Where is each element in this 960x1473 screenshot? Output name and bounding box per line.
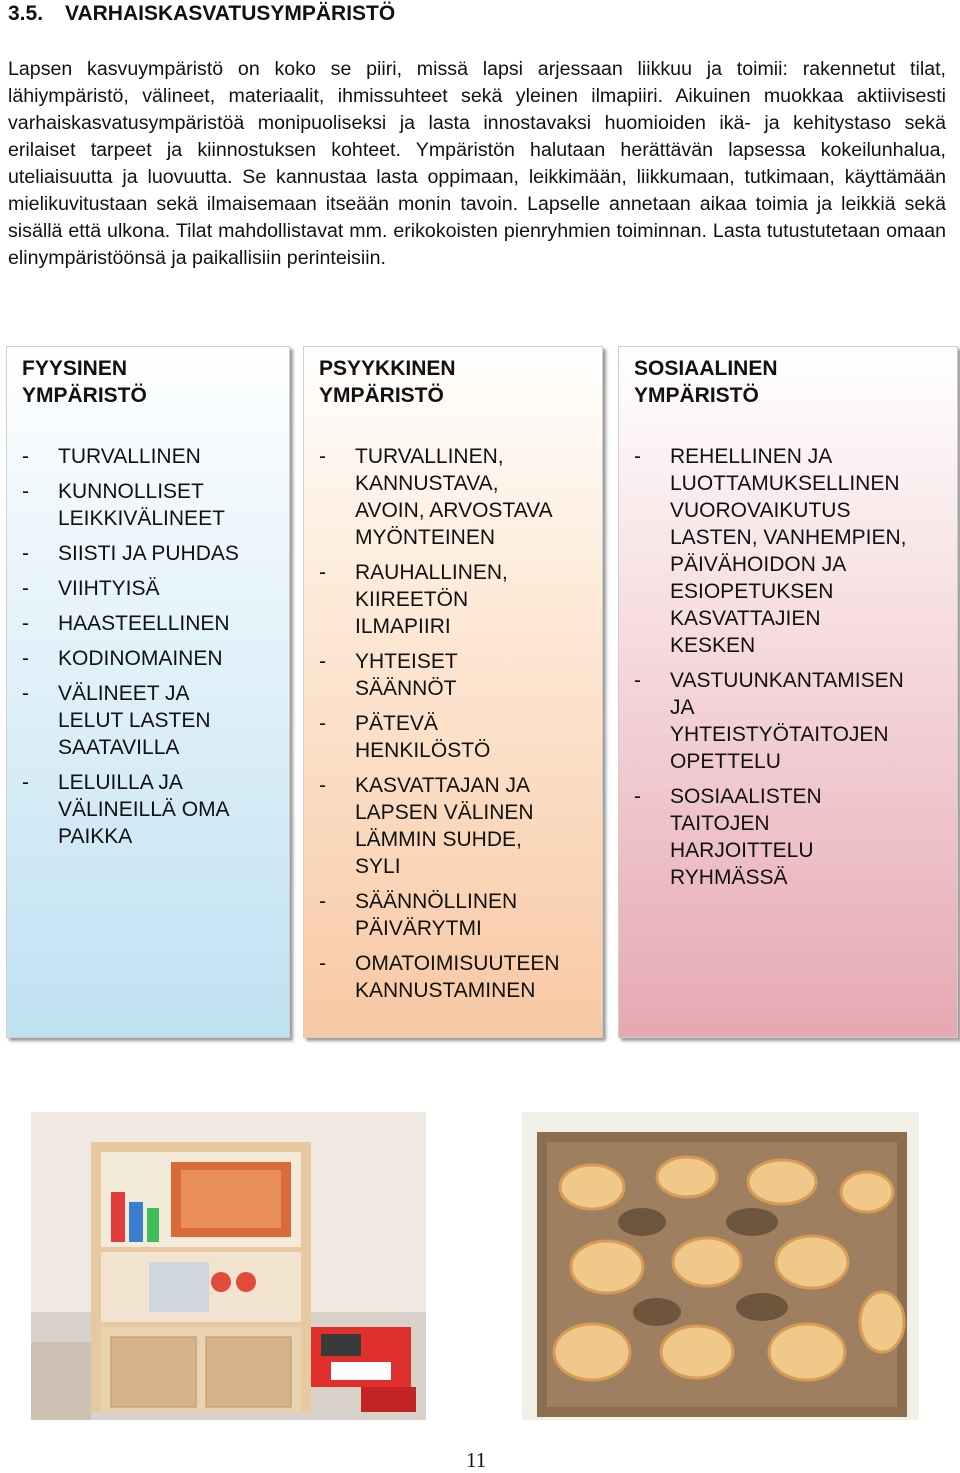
- bullet-dash: -: [22, 682, 29, 705]
- list-item-text: HAASTEELLINEN: [58, 612, 230, 635]
- section-heading: [8, 2, 395, 26]
- box-title: FYYSINEN YMPÄRISTÖ: [22, 357, 147, 407]
- bullet-dash: -: [319, 650, 326, 673]
- box-title: SOSIAALINEN YMPÄRISTÖ: [634, 357, 778, 407]
- social-environment-box: [618, 346, 958, 1038]
- list-item-text: LELUILLA JA VÄLINEILLÄ OMA PAIKKA: [58, 771, 230, 848]
- list-item-text: YHTEISET SÄÄNNÖT: [355, 650, 458, 700]
- toy-kitchen-illustration: [31, 1112, 426, 1420]
- bullet-dash: -: [22, 612, 29, 635]
- bullet-dash: -: [634, 445, 641, 468]
- bullet-dash: -: [22, 480, 29, 503]
- physical-environment-list: [22, 443, 239, 858]
- bullet-dash: -: [22, 647, 29, 670]
- list-item-text: PÄTEVÄ HENKILÖSTÖ: [355, 712, 491, 762]
- list-item-text: SOSIAALISTEN TAITOJEN HARJOITTELU RYHMÄSSÄ: [670, 785, 822, 889]
- list-item-text: VIIHTYISÄ: [58, 577, 160, 600]
- toy-kitchen-photo: [31, 1112, 426, 1420]
- social-environment-list: [634, 443, 907, 899]
- list-item-text: KUNNOLLISET LEIKKIVÄLINEET: [58, 480, 225, 530]
- bullet-dash: -: [319, 445, 326, 468]
- list-item-text: RAUHALLINEN, KIIREETÖN ILMAPIIRI: [355, 561, 508, 638]
- bullet-dash: -: [22, 445, 29, 468]
- list-item-text: TURVALLINEN: [58, 445, 201, 468]
- list-item: [319, 772, 560, 880]
- list-item: [22, 610, 239, 637]
- bullet-dash: -: [22, 542, 29, 565]
- list-item: [319, 559, 560, 640]
- box-title: PSYYKKINEN YMPÄRISTÖ: [319, 357, 456, 407]
- section-number: 3.5.: [8, 2, 44, 25]
- bullet-dash: -: [319, 890, 326, 913]
- list-item: [634, 443, 907, 659]
- bullet-dash: -: [319, 952, 326, 975]
- list-item-text: SÄÄNNÖLLINEN PÄIVÄRYTMI: [355, 890, 518, 940]
- intro-paragraph: Lapsen kasvuympäristö on koko se piiri, missä lapsi arjessaan liikkuu ja toimii: rakennetut tilat, lähiympäristö, välineet, materiaalit, ihmissuhteet sekä yleinen ilmapiiri. Aikuinen muokkaa aktiivisesti varhaiskasvatusympäristöä monipuoliseksi ja lasta innostavaksi huomioiden ikä- ja kehitystaso sekä erilaiset tarpeet ja kiinnostuksen kohteet. Ympäristön halutaan herättävän lapsessa kokeilunhalua, uteliaisuutta ja luovuutta. Se kannustaa lasta oppimaan, leikkimään, liikkumaan, tutkimaan, käyttämään mielikuvitustaan sekä ilmaisemaan itseään monin tavoin. Lapselle annetaan aikaa toimia ja leikkiä sekä sisällä että ulkona. Tilat mahdollistavat mm. erikokoisten pienryhmien toiminnan. Lasta tutustutetaan omaan elinympäristöönsä ja paikallisiin perinteisiin.: [8, 58, 946, 269]
- list-item: [22, 540, 239, 567]
- list-item: [634, 783, 907, 891]
- list-item: [22, 478, 239, 532]
- bullet-dash: -: [319, 774, 326, 797]
- list-item: [319, 710, 560, 764]
- bullet-dash: -: [634, 669, 641, 692]
- section-title: VARHAISKASVATUSYMPÄRISTÖ: [65, 2, 396, 25]
- list-item: [22, 680, 239, 761]
- list-item-text: SIISTI JA PUHDAS: [58, 542, 239, 565]
- baked-buns-illustration: [522, 1112, 919, 1420]
- psychological-environment-box: [303, 346, 603, 1038]
- list-item: [22, 645, 239, 672]
- list-item-text: REHELLINEN JA LUOTTAMUKSELLINEN VUOROVAIKUTUS LASTEN, VANHEMPIEN, PÄIVÄHOIDON JA ESIOPETUKSEN KASVATTAJIEN KESKEN: [670, 445, 907, 657]
- bullet-dash: -: [634, 785, 641, 808]
- list-item: [22, 769, 239, 850]
- bullet-dash: -: [319, 712, 326, 735]
- list-item-text: VÄLINEET JA LELUT LASTEN SAATAVILLA: [58, 682, 211, 759]
- list-item: [22, 575, 239, 602]
- list-item-text: TURVALLINEN, KANNUSTAVA, AVOIN, ARVOSTAVA MYÖNTEINEN: [355, 445, 553, 549]
- baked-buns-photo: [522, 1112, 919, 1420]
- list-item: [319, 888, 560, 942]
- psychological-environment-list: [319, 443, 560, 1012]
- physical-environment-box: [6, 346, 290, 1038]
- list-item-text: VASTUUNKANTAMISEN JA YHTEISTYÖTAITOJEN OPETTELU: [670, 669, 904, 773]
- page-number: 11: [466, 1448, 487, 1472]
- list-item: [634, 667, 907, 775]
- list-item: [22, 443, 239, 470]
- bullet-dash: -: [22, 771, 29, 794]
- list-item: [319, 648, 560, 702]
- bullet-dash: -: [319, 561, 326, 584]
- list-item-text: KODINOMAINEN: [58, 647, 223, 670]
- bullet-dash: -: [22, 577, 29, 600]
- list-item-text: KASVATTAJAN JA LAPSEN VÄLINEN LÄMMIN SUHDE, SYLI: [355, 774, 534, 878]
- list-item-text: OMATOIMISUUTEEN KANNUSTAMINEN: [355, 952, 560, 1002]
- list-item: [319, 950, 560, 1004]
- list-item: [319, 443, 560, 551]
